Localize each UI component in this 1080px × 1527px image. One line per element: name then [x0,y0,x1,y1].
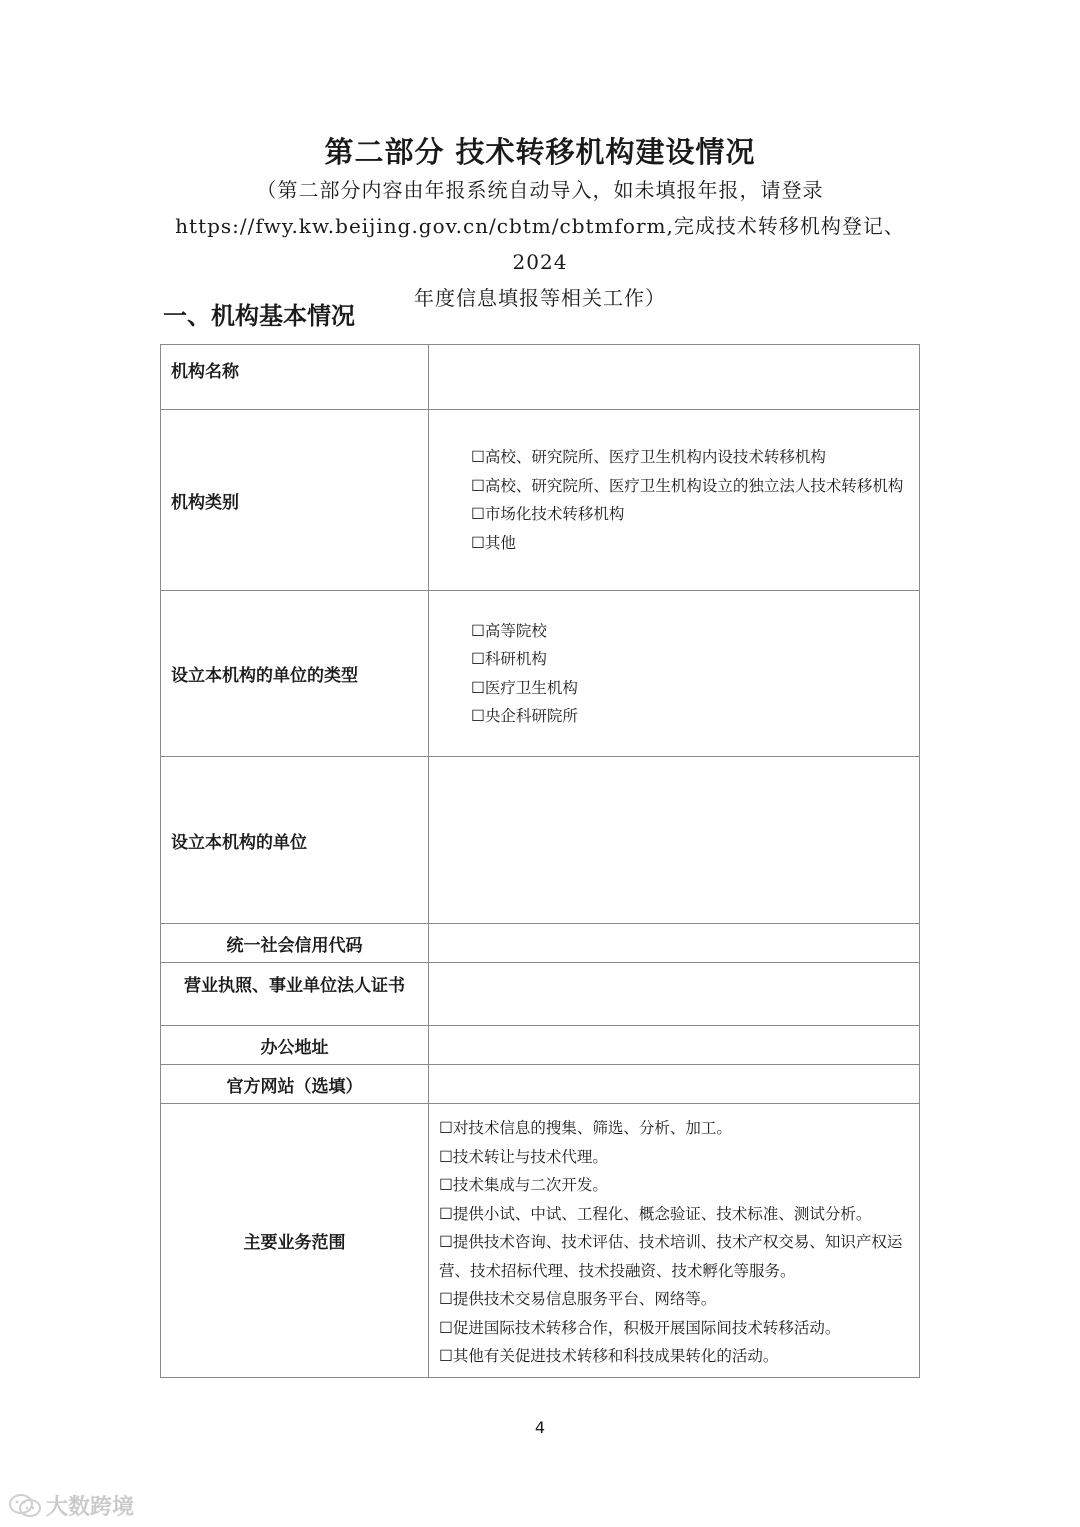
section-heading: 一、机构基本情况 [163,302,355,330]
subtitle [150,172,930,316]
row-license [161,963,920,1026]
checkbox-option[interactable]: ☐高校、研究院所、医疗卫生机构设立的独立法人技术转移机构 [471,476,904,495]
label-credit-code: 统一社会信用代码 [161,924,429,963]
field-license[interactable] [429,963,920,1026]
label-name: 机构名称 [161,345,429,410]
checkbox-option[interactable]: ☐其他有关促进技术转移和科技成果转化的活动。 [439,1347,779,1365]
field-category [429,410,920,591]
checkbox-option[interactable]: ☐市场化技术转移机构 [471,505,625,523]
field-scope [429,1104,920,1378]
row-website [161,1065,920,1104]
row-category [161,410,920,591]
checkbox-option[interactable]: ☐科研机构 [471,650,547,668]
checkbox-option[interactable]: ☐高等院校 [471,621,547,640]
row-name [161,345,920,410]
row-founder [161,757,920,924]
watermark [8,1490,134,1521]
label-website: 官方网站（选填） [161,1065,429,1104]
row-address [161,1026,920,1065]
checkbox-option[interactable]: ☐高校、研究院所、医疗卫生机构内设技术转移机构 [471,448,826,466]
label-category: 机构类别 [161,410,429,591]
checkbox-option[interactable]: ☐提供小试、中试、工程化、概念验证、技术标准、测试分析。 [439,1204,872,1223]
row-scope [161,1104,920,1378]
checkbox-option[interactable]: ☐医疗卫生机构 [471,678,578,697]
checkbox-option[interactable]: ☐对技术信息的搜集、筛选、分析、加工。 [439,1119,732,1137]
institution-info-table [160,344,920,1378]
watermark-text: 大数跨境 [46,1495,135,1520]
row-founder-type [161,591,920,757]
field-address[interactable] [429,1026,920,1065]
label-founder-type: 设立本机构的单位的类型 [161,591,429,757]
checkbox-option[interactable]: ☐促进国际技术转移合作，积极开展国际间技术转移活动。 [439,1318,841,1337]
field-website[interactable] [429,1065,920,1104]
page-number: 4 [534,1418,546,1437]
label-scope: 主要业务范围 [161,1104,429,1378]
checkbox-option[interactable]: ☐技术集成与二次开发。 [439,1176,608,1194]
subtitle-line-1: （第二部分内容由年报系统自动导入，如未填报年报，请登录 [256,178,824,202]
page-title: 第二部分 技术转移机构建设情况 [324,135,756,169]
field-name[interactable] [429,345,920,410]
checkbox-option[interactable]: ☐技术转让与技术代理。 [439,1147,608,1166]
field-founder[interactable] [429,757,920,924]
checkbox-option[interactable]: ☐央企科研院所 [471,707,578,725]
row-credit-code [161,924,920,963]
checkbox-option[interactable]: ☐提供技术咨询、技术评估、技术培训、技术产权交易、知识产权运营、技术招标代理、技术投融资、技术孵化等服务。 [439,1233,903,1280]
field-credit-code[interactable] [429,924,920,963]
subtitle-line-2-url: https://fwy.kw.beijing.gov.cn/cbtm/cbtmform,完成技术转移机构登记、2024 [175,214,905,274]
label-license: 营业执照、事业单位法人证书 [161,963,429,1026]
label-address: 办公地址 [161,1026,429,1065]
checkbox-option[interactable]: ☐其他 [471,533,516,552]
wechat-logo-icon [8,1493,42,1519]
checkbox-option[interactable]: ☐提供技术交易信息服务平台、网络等。 [439,1290,717,1308]
label-founder: 设立本机构的单位 [161,757,429,924]
field-founder-type [429,591,920,757]
subtitle-line-3: 年度信息填报等相关工作） [414,286,666,310]
